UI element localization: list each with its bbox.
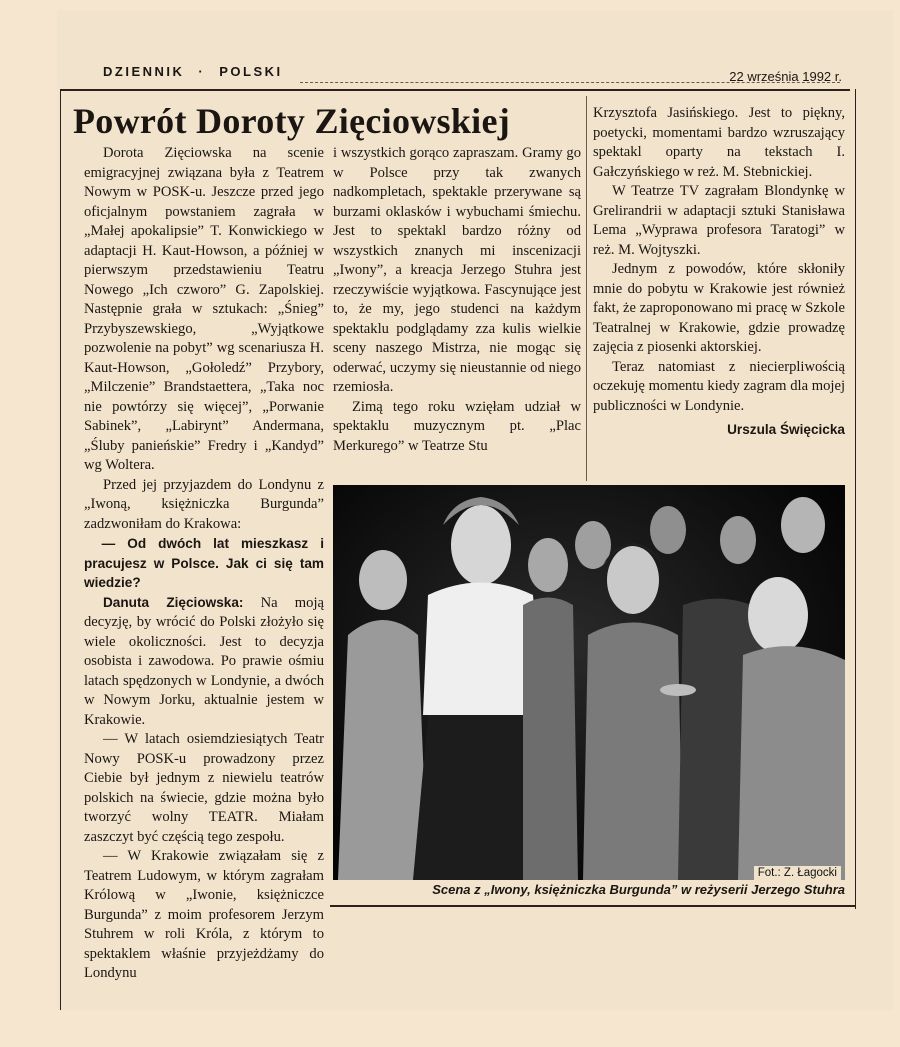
paragraph: — W latach osiemdziesiątych Teatr Nowy POSK-u prowadzony przez Ciebie był jednym z niewielu teatrów polskich na świecie, gdzie można było tworzyć wolny TEATR. Miałam zaszczyt być częścią tego zespołu. bbox=[84, 731, 324, 845]
paragraph: Przed jej przyjazdem do Londynu z „Iwoną, księżniczka Burgunda” zadzwoniłam do Krakowa: bbox=[84, 476, 324, 532]
masthead-rule bbox=[300, 82, 840, 83]
column-rule bbox=[586, 96, 587, 481]
article-column-2 bbox=[333, 144, 581, 456]
answer-text: Na moją decyzję, by wrócić do Polski złożyło się wiele okoliczności. Jest to decyzja osobista i zawodowa. Po prawie ośmiu latach spędzonych w Londynie, a dwóch w Nowym Jorku, aktualnie jestem w Krakowie. bbox=[84, 594, 324, 728]
byline: Urszula Święcicka bbox=[727, 422, 845, 437]
frame-top-rule bbox=[60, 89, 850, 91]
photo-caption: Scena z „Iwony, księżniczka Burgunda” w reżyserii Jerzego Stuhra bbox=[432, 882, 845, 897]
masthead-left: DZIENNIK bbox=[103, 64, 185, 79]
stage-scene-image bbox=[333, 485, 845, 880]
masthead bbox=[103, 64, 283, 79]
paragraph: Krzysztofa Jasińskiego. Jest to piękny, poetycki, momentami bardzo wzruszający spektakl oparty na tekstach I. Gałczyńskiego w reż. M. Stebnickiej. bbox=[593, 105, 845, 180]
article-headline: Powrót Doroty Zięciowskiej bbox=[73, 101, 511, 141]
paragraph: Zimą tego roku wzięłam udział w spektaklu muzycznym pt. „Plac Merkurego” w Teatrze Stu bbox=[333, 398, 581, 454]
frame-right-rule bbox=[855, 89, 856, 909]
article-column-1 bbox=[84, 144, 324, 984]
interview-answer bbox=[84, 593, 324, 731]
answer-speaker: Danuta Zięciowska: bbox=[102, 594, 244, 610]
issue-date: 22 września 1992 r. bbox=[729, 69, 842, 84]
paragraph: i wszystkich gorąco zapraszam. Gramy go w Polsce przy tak zwanych nadkompletach, spektakle przerywane są burzami oklasków i wybuchami śmiechu. Jest to spektakl bardzo różny od wszystkich znanych mi inscenizacji „Iwony”, a kreacja Jerzego Stuhra jest rzeczywiście wyjątkowa. Fascynujące jest to, że my, jego studenci na każdym spektaklu podglądamy zza kulis wielkie sceny naszego Mistrza, nie mogąc się oderwać, uczymy się nieustannie od niego rzemiosła. bbox=[333, 145, 581, 395]
paragraph: Jednym z powodów, które skłoniły mnie do pobytu w Krakowie jest również fakt, że zaproponowano mi pracę w Szkole Teatralnej w Krakowie, gdzie prowadzę zajęcia z piosenki aktorskiej. bbox=[593, 261, 845, 355]
paragraph: W Teatrze TV zagrałam Blondynkę w Grelirandrii w adaptacji sztuki Stanisława Lema „Wyprawa profesora Taratogi” w reż. M. Wojtyszki. bbox=[593, 183, 845, 258]
article-column-3 bbox=[593, 104, 845, 440]
masthead-dot: · bbox=[198, 64, 206, 79]
frame-left-rule bbox=[60, 89, 61, 1010]
paragraph: — W Krakowie związałam się z Teatrem Ludowym, w którym zagrałam Królową w „Iwonie, księżniczce Burgunda” z moim profesorem Jerzym Stuhrem w roli Króla, z którym to spektaklem właśnie przyjeżdżamy do Londynu bbox=[84, 848, 324, 981]
paragraph: Dorota Zięciowska na scenie emigracyjnej związana była z Teatrem Nowym w POSK-u. Jeszcze przed jego oficjalnym powstaniem zagrała w „Małej apokalipsie” T. Konwickiego w adaptacji H. Kaut-Howson, a później w pierwszym przedstawieniu Teatru Nowego „Ich czworo” G. Zapolskiej. Następnie grała w sztukach: „Śnieg” Przybyszewskiego, „Wyjątkowe pozwolenie na pobyt” wg scenariusza H. Kaut-Howson, „Gołoledź” Przybory, „Milczenie” Brandstaettera, „Taka noc nie powtórzy się więcej”, „Porwanie Sabinek”, „Labirynt” Andermana, „Śluby panieńskie” Fredry i „Kandyd” wg Woltera. bbox=[84, 145, 324, 473]
masthead-right: POLSKI bbox=[219, 64, 283, 79]
stage-photo bbox=[333, 485, 845, 880]
paragraph: Teraz natomiast z niecierpliwością oczekuję momentu kiedy zagram dla mojej publiczności w Londynie. bbox=[593, 358, 845, 414]
photo-credit: Fot.: Z. Łagocki bbox=[754, 866, 841, 880]
frame-bottom-rule bbox=[330, 905, 855, 907]
interview-question: — Od dwóch lat mieszkasz i pracujesz w Polsce. Jak ci się tam wiedzie? bbox=[84, 536, 324, 590]
